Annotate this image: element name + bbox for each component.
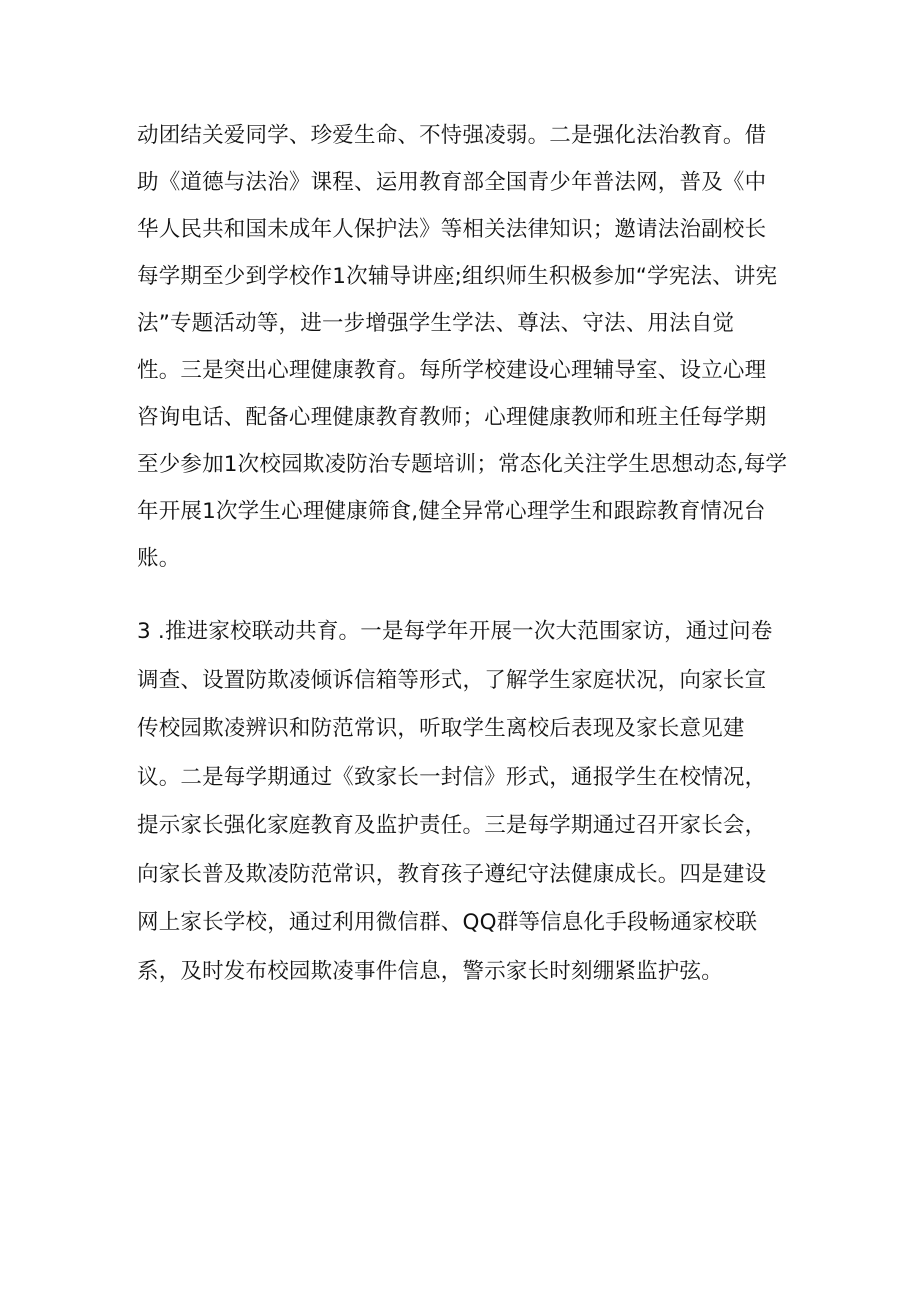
text-line: 传校园欺凌辨识和防范常识，听取学生离校后表现及家长意见建 [137, 716, 745, 741]
text-line: 年开展1次学生心理健康筛食,健全异常心理学生和跟踪教育情况台 [137, 499, 766, 524]
text-line: 至少参加1次校园欺凌防治专题培训；常态化关注学生思想动态,每学 [137, 452, 788, 477]
paragraph-home-school-cooperation [137, 608, 797, 996]
text-line: 性。三是突出心理健康教育。每所学校建设心理辅导室、设立心理 [137, 358, 767, 383]
text-line: 3 .推进家校联动共育。一是每学年开展一次大范围家访，通过问卷 [137, 619, 773, 644]
text-line: 向家长普及欺凌防范常识，教育孩子遵纪守法健康成长。四是建设 [137, 861, 767, 887]
text-line: 华人民共和国未成年人保护法》等相关法律知识；邀请法治副校长 [137, 217, 767, 242]
paragraph-education-measures [137, 112, 797, 582]
text-line: 账。 [137, 546, 181, 571]
text-line: 咨询电话、配备心理健康教育教师；心理健康教师和班主任每学期 [137, 405, 767, 430]
text-line: 法”专题活动等，进一步增强学生学法、尊法、守法、用法自觉 [137, 311, 735, 336]
text-line: 调查、设置防欺凌倾诉信箱等形式，了解学生家庭状况，向家长宣 [137, 667, 767, 693]
text-line: 动团结关爱同学、珍爱生命、不恃强凌弱。二是强化法治教育。借 [137, 123, 767, 148]
text-line: 系，及时发布校园欺凌事件信息，警示家长时刻绷紧监护弦。 [137, 958, 723, 984]
text-line: 网上家长学校，通过利用微信群、QQ群等信息化手段畅通家校联 [137, 910, 758, 935]
text-line: 助《道德与法治》课程、运用教育部全国青少年普法网，普及《中 [137, 170, 767, 195]
text-line: 提示家长强化家庭教育及监护责任。三是每学期通过召开家长会， [137, 813, 767, 838]
text-line: 每学期至少到学校作1次辅导讲座;组织师生积极参加“学宪法、讲宪 [137, 264, 778, 289]
text-line: 议。二是每学期通过《致家长一封信》形式，通报学生在校情况， [137, 764, 767, 790]
